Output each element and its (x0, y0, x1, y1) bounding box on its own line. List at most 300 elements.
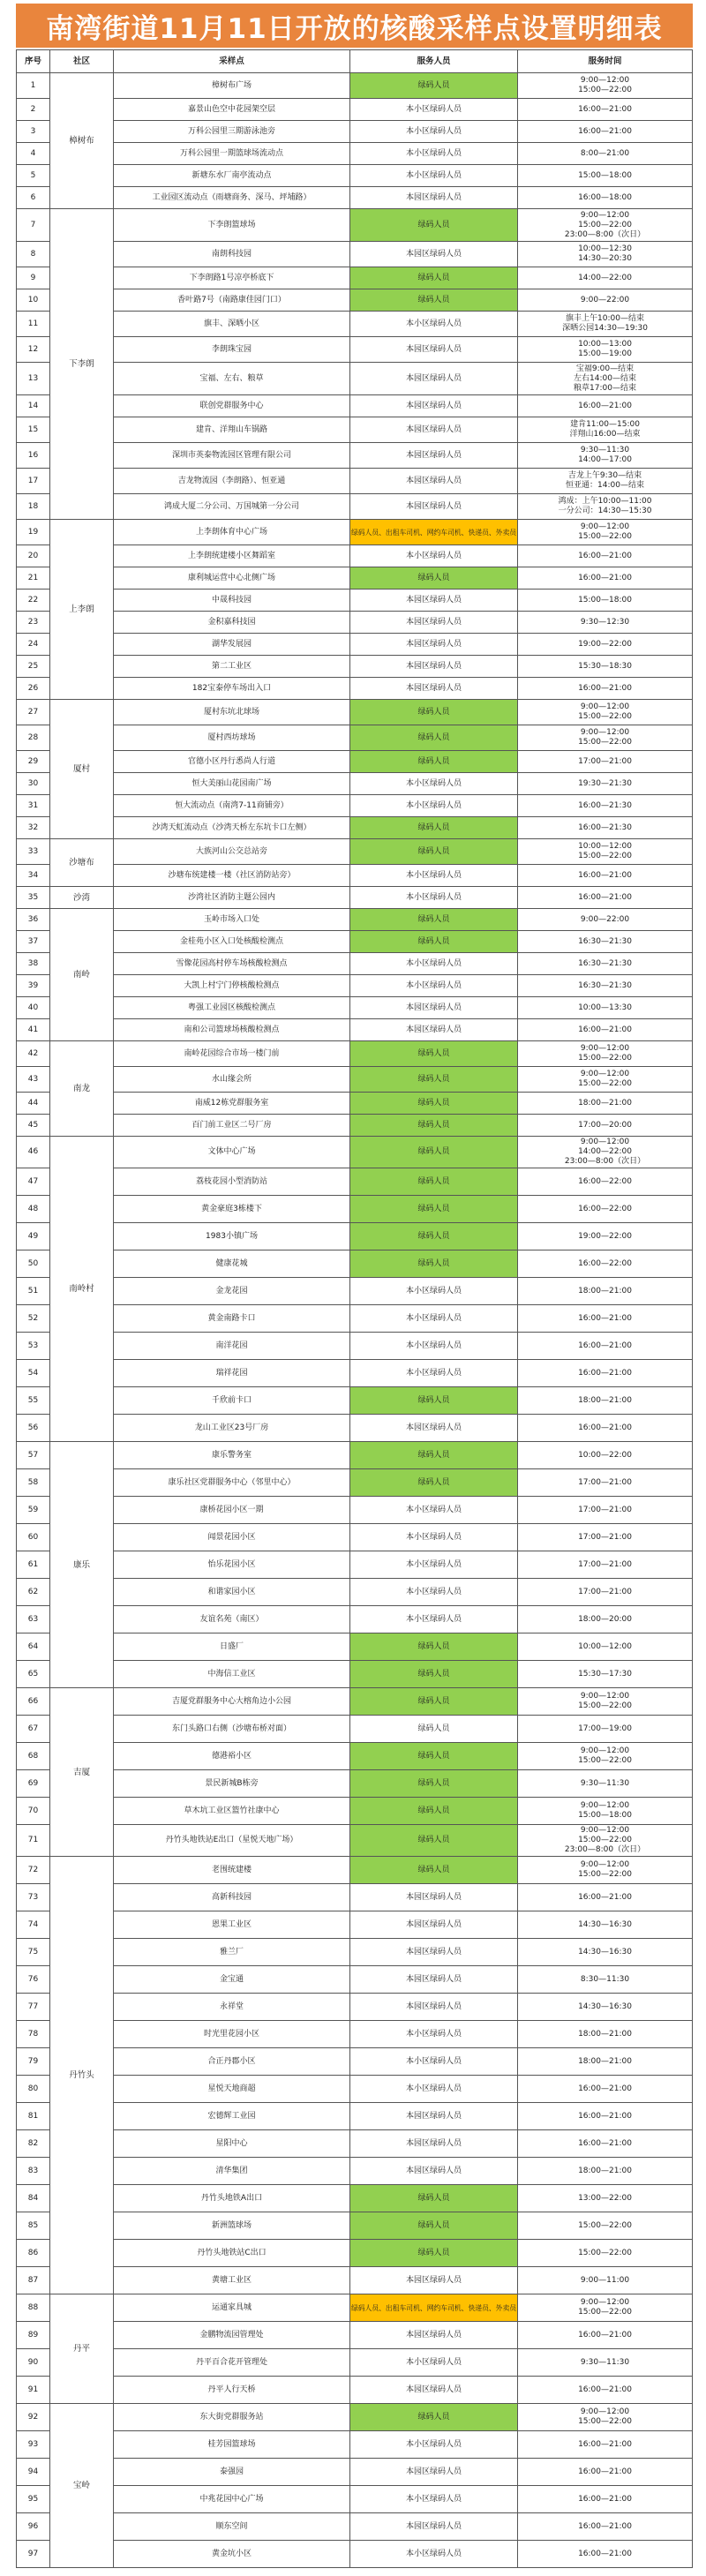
community-cell: 南岭村 (50, 1137, 114, 1442)
time-line: 18:00—21:00 (578, 1286, 632, 1296)
time-line: 15:00—22:00 (578, 738, 632, 747)
time-cell (518, 363, 693, 395)
time-line: 9:00—12:00 (580, 210, 630, 220)
staff-cell: 本小区绿码人员 (350, 773, 518, 795)
time-cell (518, 1911, 693, 1939)
time-line: 9:30—11:30 (580, 446, 630, 454)
community-cell: 厦村 (50, 700, 114, 839)
site-cell: 恒大流动点（南湾7-11商铺旁） (114, 795, 350, 817)
site-cell: 永祥堂 (114, 1994, 350, 2021)
site-cell: 工业园区流动点（雨塘商务、深马、坪埔路） (114, 187, 350, 209)
row-number-cell: 11 (17, 312, 50, 337)
staff-cell: 本小区绿码人员 (350, 2048, 518, 2076)
time-line: 16:00—21:00 (578, 2439, 632, 2449)
sampling-sites-table (16, 49, 693, 2568)
row-number-cell: 35 (17, 887, 50, 909)
time-line: 16:00—21:00 (578, 2138, 632, 2148)
staff-cell: 本小区绿码人员 (350, 121, 518, 143)
time-line: 15:00—22:00 (578, 2308, 632, 2317)
time-line: 16:00—21:30 (578, 800, 632, 810)
time-line: 16:00—21:00 (578, 1341, 632, 1350)
staff-cell: 本小区绿码人员 (350, 2021, 518, 2048)
time-line: 15:00—18:00 (578, 170, 632, 180)
time-line: 17:00—21:00 (578, 1559, 632, 1569)
staff-cell: 本小区绿码人员 (350, 99, 518, 121)
staff-cell: 本小区绿码人员 (350, 545, 518, 567)
time-line: 旗丰上午10:00—结束 (566, 314, 644, 323)
staff-cell: 绿码人员 (350, 817, 518, 839)
site-cell: 玉岭市场入口处 (114, 909, 350, 931)
time-cell (518, 1019, 693, 1041)
page-title: 南湾街道11月11日开放的核酸采样点设置明细表 (16, 4, 693, 48)
time-line: 17:00—21:00 (578, 1477, 632, 1487)
time-cell (518, 1442, 693, 1469)
staff-cell: 绿码人员 (350, 839, 518, 865)
staff-cell: 本园区绿码人员 (350, 469, 518, 494)
time-cell (518, 997, 693, 1019)
time-line: 15:00—18:00 (578, 1811, 632, 1820)
site-cell: 粤强工业园区核酸检测点 (114, 997, 350, 1019)
site-cell: 丹竹头地铁站E出口（星悦天地广场） (114, 1825, 350, 1857)
site-cell: 上李朗统建楼小区舞蹈室 (114, 545, 350, 567)
site-cell: 1983小镇广场 (114, 1223, 350, 1250)
time-line: 15:00—22:00 (578, 1836, 632, 1844)
time-line: 8:00—21:00 (580, 148, 630, 158)
site-cell: 星悦天地商超 (114, 2076, 350, 2103)
site-cell: 怡乐花园小区 (114, 1551, 350, 1579)
site-cell: 黄金南路卡口 (114, 1305, 350, 1333)
time-line: 16:00—21:00 (578, 1313, 632, 1323)
row-number-cell: 21 (17, 567, 50, 590)
staff-cell: 本园区绿码人员 (350, 494, 518, 520)
time-line: 10:00—13:30 (578, 1003, 632, 1012)
staff-cell: 本小区绿码人员 (350, 975, 518, 997)
time-line: 15:00—22:00 (578, 1870, 632, 1879)
row-number-cell: 16 (17, 443, 50, 469)
staff-cell: 本小区绿码人员 (350, 1579, 518, 1606)
row-number-cell: 92 (17, 2404, 50, 2431)
staff-cell: 绿码人员 (350, 289, 518, 312)
staff-cell: 本园区绿码人员 (350, 2158, 518, 2185)
row-number-cell: 58 (17, 1469, 50, 1497)
time-line: 鸿成：上午10:00—11:00 (558, 497, 652, 506)
time-cell (518, 121, 693, 143)
row-number-cell: 65 (17, 1661, 50, 1688)
site-cell: 龙山工业区23号厂房 (114, 1415, 350, 1442)
community-cell: 沙湾 (50, 887, 114, 909)
staff-cell: 绿码人员 (350, 725, 518, 751)
row-number-cell: 86 (17, 2240, 50, 2267)
staff-cell: 本园区绿码人员 (350, 187, 518, 209)
row-number-cell: 94 (17, 2459, 50, 2486)
site-cell: 桂芳园篮球场 (114, 2431, 350, 2459)
time-line: 9:00—12:00 (580, 1860, 630, 1869)
site-cell: 水山缘会所 (114, 1067, 350, 1093)
staff-cell: 绿码人员 (350, 1137, 518, 1168)
staff-cell: 绿码人员 (350, 1743, 518, 1770)
time-cell (518, 165, 693, 187)
staff-cell: 绿码人员 (350, 1633, 518, 1661)
site-cell: 金龙花园 (114, 1278, 350, 1305)
time-cell (518, 417, 693, 443)
time-line: 18:00—21:00 (578, 2056, 632, 2066)
staff-cell: 绿码人员 (350, 1661, 518, 1688)
time-line: 16:00—21:00 (578, 2111, 632, 2121)
site-cell: 大族河山公交总站旁 (114, 839, 350, 865)
row-number-cell: 83 (17, 2158, 50, 2185)
row-number-cell: 20 (17, 545, 50, 567)
time-line: 17:00—19:00 (578, 1724, 632, 1733)
site-cell: 鸿成大厦二分公司、万国城第一分公司 (114, 494, 350, 520)
row-number-cell: 3 (17, 121, 50, 143)
row-number-cell: 93 (17, 2431, 50, 2459)
row-number-cell: 9 (17, 267, 50, 289)
time-cell (518, 2459, 693, 2486)
row-number-cell: 36 (17, 909, 50, 931)
site-cell: 友谊名苑（南区） (114, 1606, 350, 1633)
site-cell: 康桥花园小区一期 (114, 1497, 350, 1524)
time-cell (518, 700, 693, 725)
staff-cell: 本小区绿码人员 (350, 1497, 518, 1524)
time-line: 9:00—22:00 (580, 914, 630, 924)
time-line: 9:30—11:30 (580, 1778, 630, 1788)
time-line: 19:00—22:00 (578, 1231, 632, 1241)
row-number-cell: 80 (17, 2076, 50, 2103)
time-line: 16:30—21:30 (578, 980, 632, 990)
row-number-cell: 69 (17, 1770, 50, 1798)
time-cell (518, 2349, 693, 2377)
staff-cell: 本园区绿码人员 (350, 2377, 518, 2404)
site-cell: 联创党群服务中心 (114, 395, 350, 417)
time-line: 15:00—22:00 (578, 852, 632, 860)
time-line: 16:00—21:00 (578, 1368, 632, 1378)
time-line: 15:00—22:00 (578, 1701, 632, 1710)
time-line: 9:00—12:00 (580, 2298, 630, 2307)
time-cell (518, 73, 693, 99)
time-line: 恒亚通：14:00—结束 (566, 481, 644, 490)
row-number-cell: 53 (17, 1333, 50, 1360)
site-cell: 景民新城B栋旁 (114, 1770, 350, 1798)
site-cell: 万科公园里一期篮球场流动点 (114, 143, 350, 165)
time-cell (518, 1137, 693, 1168)
row-number-cell: 29 (17, 751, 50, 773)
time-cell (518, 634, 693, 656)
time-cell (518, 143, 693, 165)
time-line: 9:00—12:00 (580, 1692, 630, 1701)
time-cell (518, 2431, 693, 2459)
time-cell (518, 1168, 693, 1196)
staff-cell: 本园区绿码人员 (350, 997, 518, 1019)
time-line: 16:00—21:00 (578, 2549, 632, 2558)
time-line: 9:00—12:00 (580, 522, 630, 531)
time-cell (518, 1333, 693, 1360)
time-cell (518, 242, 693, 267)
row-number-cell: 30 (17, 773, 50, 795)
time-line: 9:00—12:00 (580, 1801, 630, 1810)
row-number-cell: 17 (17, 469, 50, 494)
time-line: 粮草17:00—结束 (574, 383, 636, 393)
time-cell (518, 1115, 693, 1137)
staff-cell: 本园区绿码人员 (350, 1939, 518, 1966)
time-line: 16:00—21:00 (578, 1025, 632, 1034)
row-number-cell: 51 (17, 1278, 50, 1305)
site-cell: 樟树布广场 (114, 73, 350, 99)
time-cell (518, 494, 693, 520)
staff-cell: 绿码人员 (350, 931, 518, 953)
staff-cell: 本园区绿码人员 (350, 590, 518, 612)
staff-cell: 绿码人员 (350, 1168, 518, 1196)
time-cell (518, 2076, 693, 2103)
time-line: 23:00—8:00（次日） (564, 1845, 646, 1854)
site-cell: 南洋花园 (114, 1333, 350, 1360)
time-line: 9:00—12:00 (580, 728, 630, 737)
time-line: 15:00—22:00 (578, 532, 632, 541)
staff-cell: 绿码人员 (350, 700, 518, 725)
row-number-cell: 42 (17, 1041, 50, 1067)
site-cell: 旗丰、深晒小区 (114, 312, 350, 337)
time-line: 15:00—22:00 (578, 1756, 632, 1765)
site-cell: 金桂苑小区入口处核酸检测点 (114, 931, 350, 953)
staff-cell: 绿码人员 (350, 1469, 518, 1497)
time-line: 16:00—21:30 (578, 822, 632, 832)
site-cell: 南威12栋党群服务室 (114, 1093, 350, 1115)
time-cell (518, 2513, 693, 2541)
row-number-cell: 22 (17, 590, 50, 612)
time-line: 14:30—20:30 (578, 254, 632, 263)
site-cell: 荔枝花园小型消防站 (114, 1168, 350, 1196)
header-staff: 服务人员 (350, 50, 518, 73)
staff-cell: 本园区绿码人员 (350, 1911, 518, 1939)
time-cell (518, 469, 693, 494)
staff-cell: 绿码人员、出租车司机、网约车司机、快递员、外卖员 (350, 520, 518, 545)
staff-cell: 绿码人员 (350, 2185, 518, 2212)
site-cell: 宝福、左右、粮草 (114, 363, 350, 395)
staff-cell: 本园区绿码人员 (350, 2267, 518, 2294)
time-line: 10:00—12:30 (578, 244, 632, 253)
row-number-cell: 12 (17, 337, 50, 363)
site-cell: 大凯上村宁门停核酸检测点 (114, 975, 350, 997)
row-number-cell: 71 (17, 1825, 50, 1857)
row-number-cell: 44 (17, 1093, 50, 1115)
row-number-cell: 64 (17, 1633, 50, 1661)
site-cell: 南岭花园综合市场一楼门前 (114, 1041, 350, 1067)
staff-cell: 本园区绿码人员 (350, 337, 518, 363)
time-cell (518, 817, 693, 839)
site-cell: 中晟科技园 (114, 590, 350, 612)
time-line: 17:00—21:00 (578, 756, 632, 766)
row-number-cell: 95 (17, 2486, 50, 2513)
time-line: 16:00—21:00 (578, 2330, 632, 2339)
staff-cell: 本小区绿码人员 (350, 143, 518, 165)
time-line: 14:00—22:00 (578, 1147, 632, 1156)
staff-cell: 绿码人员 (350, 1387, 518, 1415)
time-line: 14:00—17:00 (578, 455, 632, 464)
row-number-cell: 37 (17, 931, 50, 953)
time-cell (518, 975, 693, 997)
site-cell: 日盛厂 (114, 1633, 350, 1661)
time-line: 15:00—22:00 (578, 2248, 632, 2257)
site-cell: 老围统建楼 (114, 1857, 350, 1884)
time-cell (518, 567, 693, 590)
site-cell: 雪像花园高村停车场核酸检测点 (114, 953, 350, 975)
staff-cell: 本园区绿码人员 (350, 1415, 518, 1442)
site-cell: 合正丹郡小区 (114, 2048, 350, 2076)
staff-cell: 本小区绿码人员 (350, 1551, 518, 1579)
site-cell: 建肯、洋翔山车锅路 (114, 417, 350, 443)
time-cell (518, 2377, 693, 2404)
time-line: 15:00—22:00 (578, 2220, 632, 2230)
time-line: 9:00—12:00 (580, 1044, 630, 1053)
staff-cell: 本园区绿码人员 (350, 612, 518, 634)
time-line: 8:30—11:30 (580, 1974, 630, 1984)
row-number-cell: 50 (17, 1250, 50, 1278)
row-number-cell: 72 (17, 1857, 50, 1884)
time-line: 10:00—22:00 (578, 1450, 632, 1460)
staff-cell: 绿码人员 (350, 1825, 518, 1857)
time-line: 16:30—21:30 (578, 936, 632, 946)
time-cell (518, 545, 693, 567)
time-line: 15:00—22:00 (578, 220, 632, 229)
time-line: 吉龙上午9:30—结束 (567, 471, 642, 480)
row-number-cell: 74 (17, 1911, 50, 1939)
staff-cell: 绿码人员 (350, 567, 518, 590)
time-line: 14:30—16:30 (578, 1947, 632, 1956)
row-number-cell: 2 (17, 99, 50, 121)
row-number-cell: 77 (17, 1994, 50, 2021)
time-line: 15:00—22:00 (578, 1054, 632, 1063)
staff-cell: 绿码人员 (350, 1250, 518, 1278)
community-cell: 南龙 (50, 1041, 114, 1137)
time-cell (518, 1067, 693, 1093)
time-cell (518, 1688, 693, 1716)
time-line: 10:00—12:00 (578, 1641, 632, 1651)
row-number-cell: 45 (17, 1115, 50, 1137)
site-cell: 南朗科技园 (114, 242, 350, 267)
row-number-cell: 78 (17, 2021, 50, 2048)
row-number-cell: 18 (17, 494, 50, 520)
time-line: 16:00—21:00 (578, 573, 632, 582)
time-cell (518, 1196, 693, 1223)
time-cell (518, 209, 693, 242)
row-number-cell: 1 (17, 73, 50, 99)
site-cell: 百门前工业区二号厂房 (114, 1115, 350, 1137)
staff-cell: 本小区绿码人员 (350, 953, 518, 975)
row-number-cell: 13 (17, 363, 50, 395)
row-number-cell: 79 (17, 2048, 50, 2076)
time-cell (518, 2212, 693, 2240)
time-cell (518, 1360, 693, 1387)
row-number-cell: 81 (17, 2103, 50, 2130)
time-line: 15:30—18:30 (578, 661, 632, 671)
row-number-cell: 70 (17, 1798, 50, 1825)
staff-cell: 本园区绿码人员 (350, 417, 518, 443)
time-cell (518, 2021, 693, 2048)
time-cell (518, 443, 693, 469)
site-cell: 东大街党群服务站 (114, 2404, 350, 2431)
time-line: 15:00—22:00 (578, 86, 632, 94)
row-number-cell: 61 (17, 1551, 50, 1579)
time-cell (518, 2404, 693, 2431)
site-cell: 千欣前卡口 (114, 1387, 350, 1415)
site-cell: 官德小区丹行悉尚人行道 (114, 751, 350, 773)
time-line: 9:00—12:00 (580, 1070, 630, 1078)
row-number-cell: 23 (17, 612, 50, 634)
time-line: 9:00—22:00 (580, 295, 630, 304)
staff-cell: 绿码人员 (350, 1223, 518, 1250)
row-number-cell: 4 (17, 143, 50, 165)
staff-cell: 绿码人员 (350, 1688, 518, 1716)
header-community: 社区 (50, 50, 114, 73)
site-cell: 金宝通 (114, 1966, 350, 1994)
time-cell (518, 909, 693, 931)
time-line: 16:00—21:00 (578, 1892, 632, 1902)
site-cell: 金鹏物流园管理处 (114, 2322, 350, 2349)
time-line: 16:00—21:00 (578, 870, 632, 880)
row-number-cell: 7 (17, 209, 50, 242)
time-line: 16:00—22:00 (578, 1204, 632, 1213)
time-cell (518, 1966, 693, 1994)
site-cell: 深圳市英泰物流园区管理有限公司 (114, 443, 350, 469)
row-number-cell: 34 (17, 865, 50, 887)
row-number-cell: 32 (17, 817, 50, 839)
time-line: 9:00—12:00 (580, 76, 630, 85)
site-cell: 恒大美丽山花园南广场 (114, 773, 350, 795)
time-cell (518, 1415, 693, 1442)
staff-cell: 本园区绿码人员 (350, 1019, 518, 1041)
time-line: 一分公司：14:30—15:30 (558, 507, 652, 515)
time-line: 16:00—22:00 (578, 1176, 632, 1186)
staff-cell: 绿码人员 (350, 751, 518, 773)
staff-cell: 本小区绿码人员 (350, 1305, 518, 1333)
time-cell (518, 1093, 693, 1115)
header-site: 采样点 (114, 50, 350, 73)
row-number-cell: 63 (17, 1606, 50, 1633)
site-cell: 闻景花园小区 (114, 1524, 350, 1551)
staff-cell: 绿码人员 (350, 1770, 518, 1798)
row-number-cell: 84 (17, 2185, 50, 2212)
time-cell (518, 1994, 693, 2021)
site-cell: 黄金豪庭3栋楼下 (114, 1196, 350, 1223)
row-number-cell: 88 (17, 2294, 50, 2322)
row-number-cell: 8 (17, 242, 50, 267)
site-cell: 下李朗路1号凉亭桥底下 (114, 267, 350, 289)
time-cell (518, 1278, 693, 1305)
site-cell: 黄塘工业区 (114, 2267, 350, 2294)
staff-cell: 绿码人员 (350, 1196, 518, 1223)
time-cell (518, 1469, 693, 1497)
time-cell (518, 2322, 693, 2349)
row-number-cell: 26 (17, 678, 50, 700)
time-line: 23:00—8:00（次日） (564, 1157, 646, 1166)
staff-cell: 绿码人员 (350, 1442, 518, 1469)
time-line: 16:00—22:00 (578, 1258, 632, 1268)
site-cell: 沙塘布统建楼一楼（社区消防站旁） (114, 865, 350, 887)
staff-cell: 本园区绿码人员 (350, 678, 518, 700)
community-cell: 沙塘布 (50, 839, 114, 887)
staff-cell: 本小区绿码人员 (350, 2076, 518, 2103)
site-cell: 丹平人行天桥 (114, 2377, 350, 2404)
time-line: 14:30—16:30 (578, 2001, 632, 2011)
staff-cell: 本园区绿码人员 (350, 363, 518, 395)
time-cell (518, 2541, 693, 2568)
staff-cell: 本园区绿码人员 (350, 1994, 518, 2021)
site-cell: 康乐警务室 (114, 1442, 350, 1469)
time-line: 左右14:00—结束 (574, 373, 636, 383)
staff-cell: 本园区绿码人员 (350, 634, 518, 656)
time-line: 9:00—12:00 (580, 1746, 630, 1755)
row-number-cell: 54 (17, 1360, 50, 1387)
time-cell (518, 773, 693, 795)
